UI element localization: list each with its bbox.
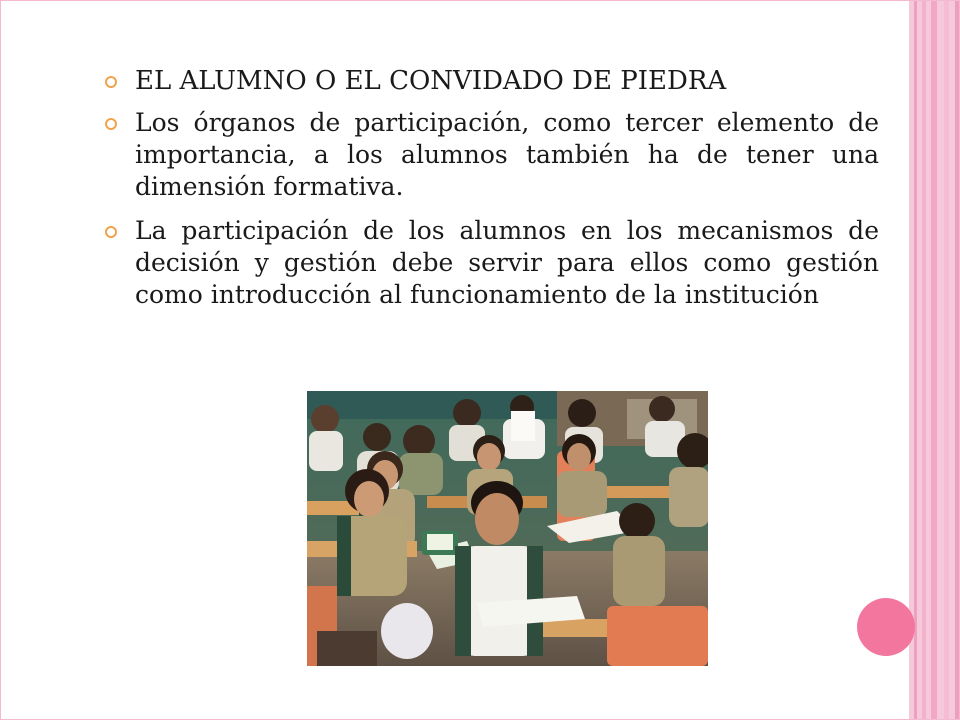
bullet-item (105, 107, 879, 203)
stripe (931, 1, 937, 720)
bullet-text: La participación de los alumnos en los mecanismos de decisión y gestión debe servir para ellos como gestión como introducción al funcionamiento de la institución (135, 216, 879, 309)
bullet-text: EL ALUMNO O EL CONVIDADO DE PIEDRA (135, 66, 727, 96)
bullet-icon (105, 118, 117, 130)
stripe (922, 1, 926, 720)
bullet-icon (105, 76, 117, 88)
classroom-photo-illustration (307, 391, 708, 666)
bullet-icon (105, 226, 117, 238)
decorative-stripe-band (909, 1, 959, 720)
slide-content (105, 65, 879, 323)
stripe (955, 1, 959, 720)
bullet-item-title (105, 65, 879, 97)
decorative-circle (857, 598, 915, 656)
bullet-item (105, 215, 879, 311)
stripe (914, 1, 917, 720)
stripe (944, 1, 949, 720)
classroom-photo (307, 391, 708, 666)
bullet-text: Los órganos de participación, como tercer elemento de importancia, a los alumnos también ha de tener una dimensión formativa. (135, 108, 879, 201)
